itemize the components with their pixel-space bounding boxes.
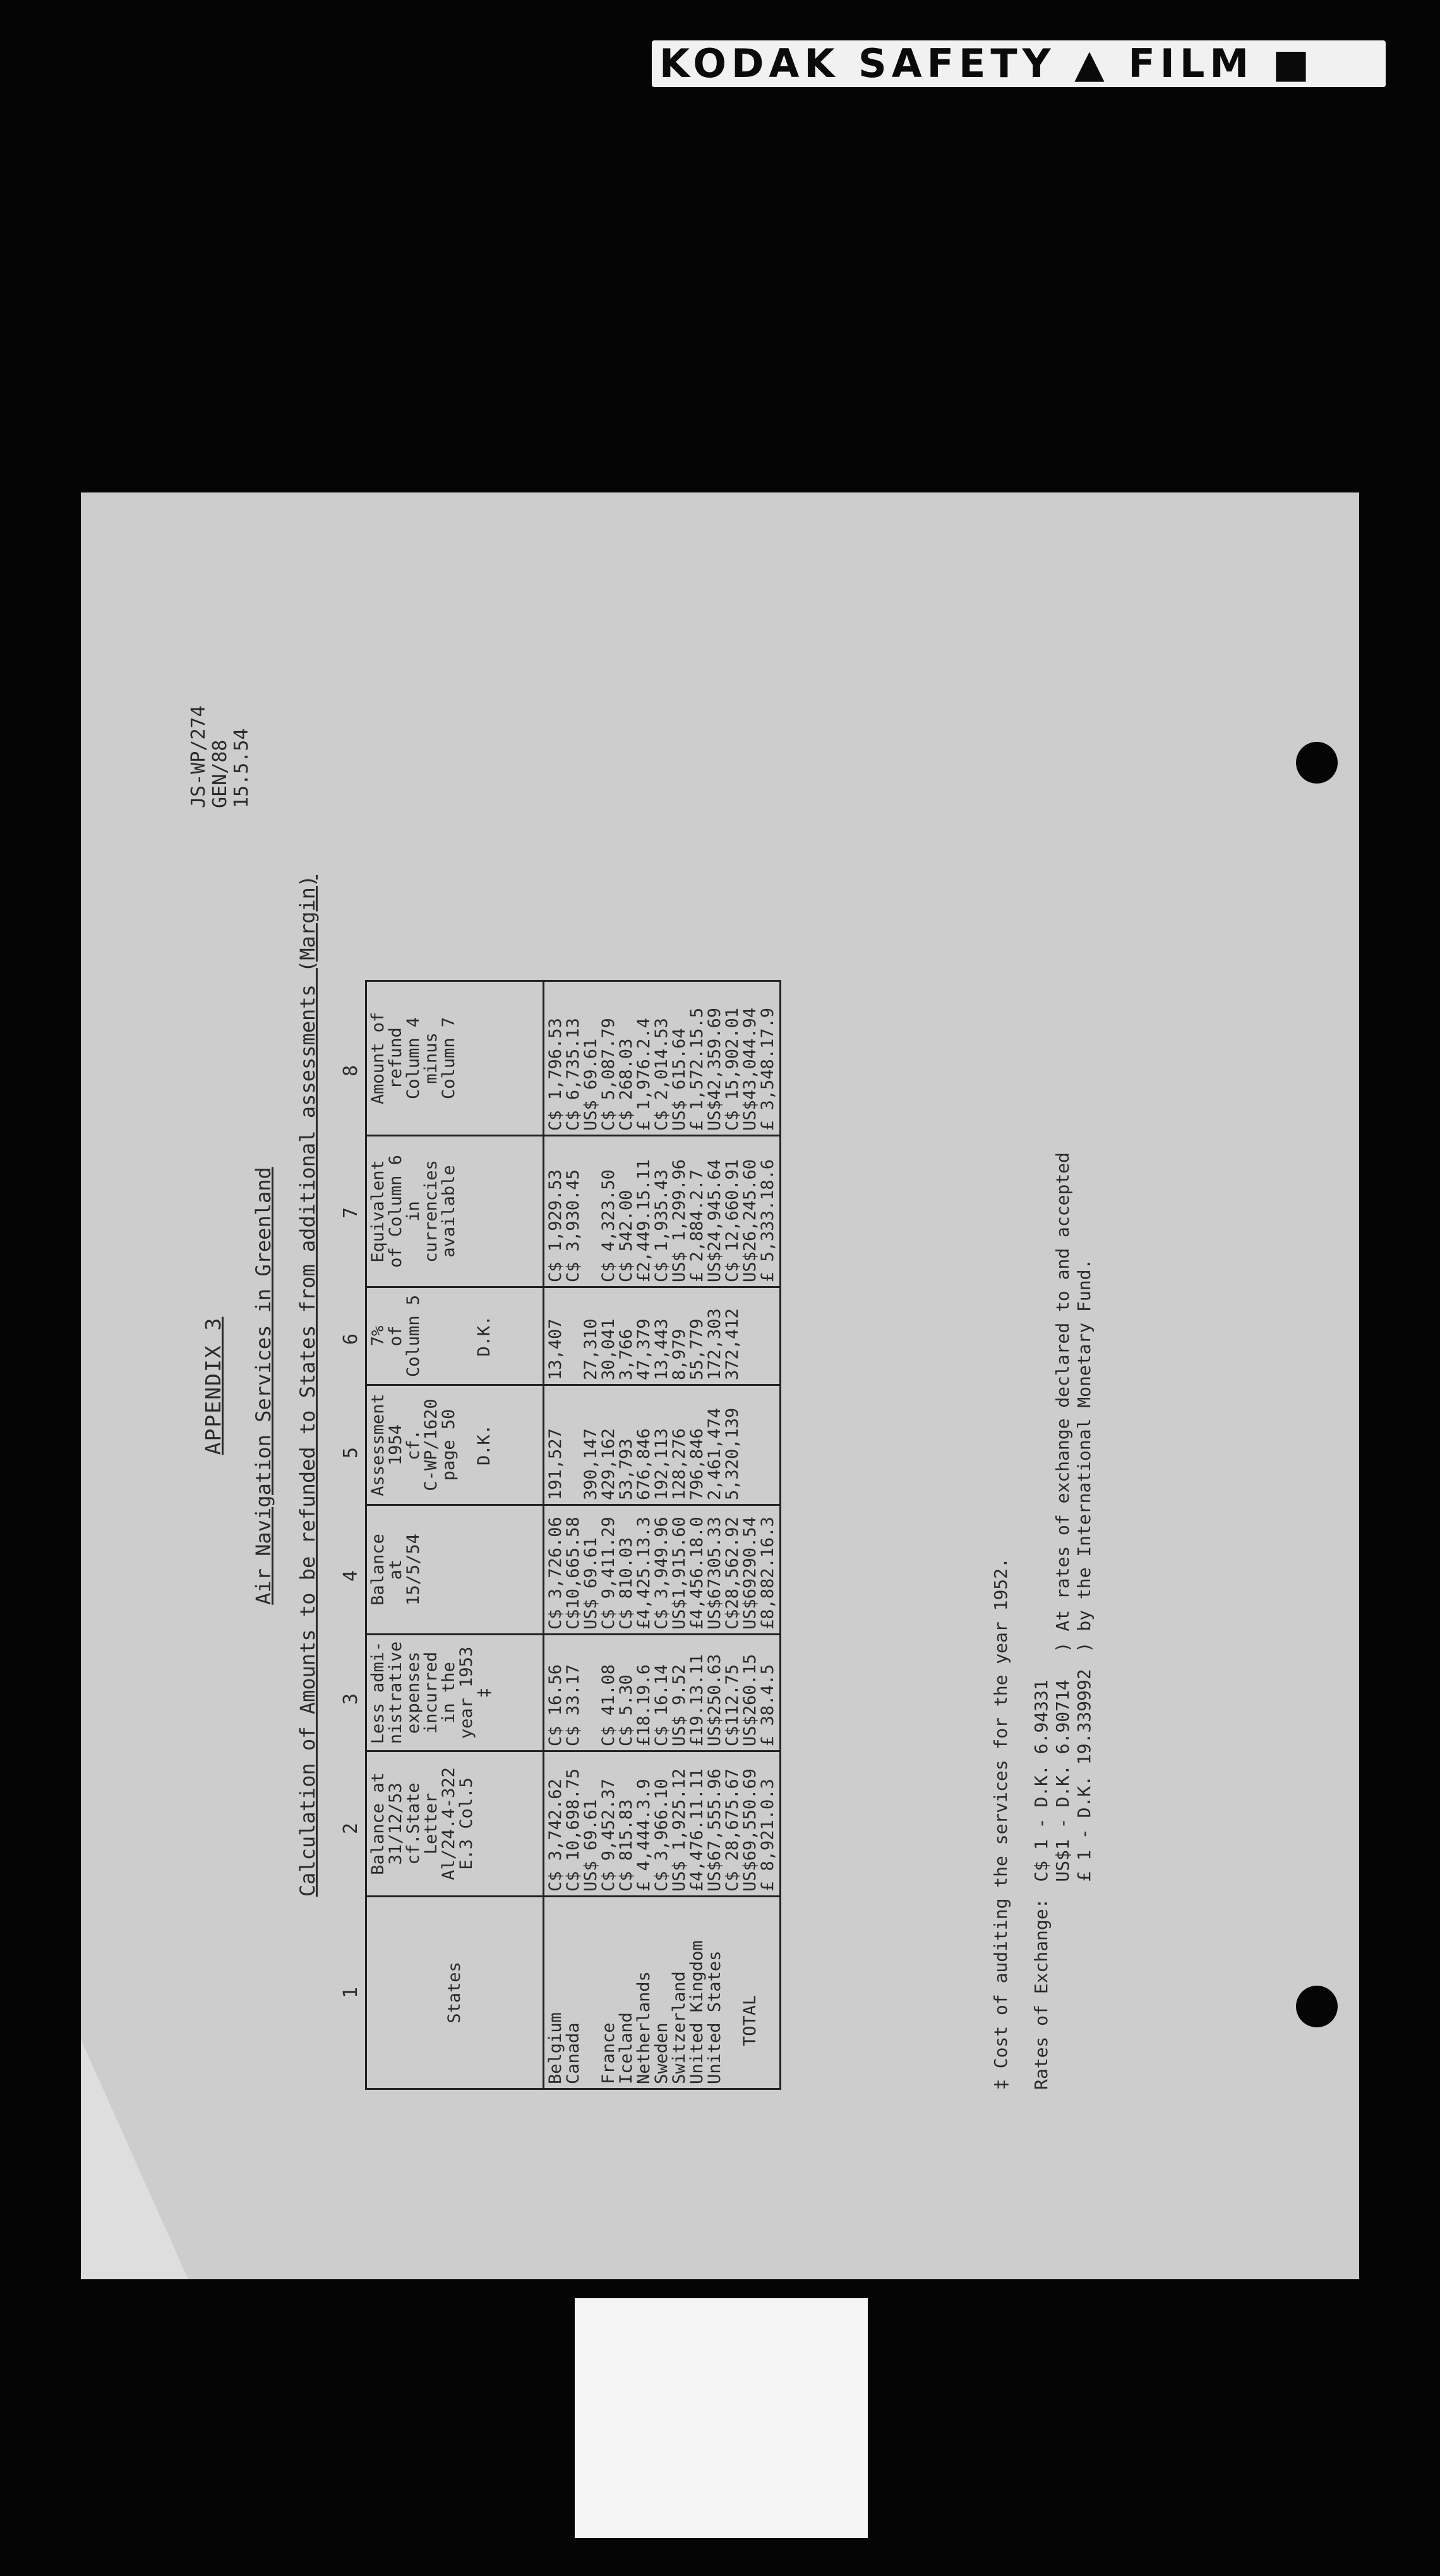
col4-values: [544, 1505, 781, 1635]
table-cell: C$ 5,087.79: [599, 1018, 618, 1131]
table-cell: US$ 1,299.96: [669, 1159, 689, 1282]
table-cell: £2,449.15.11: [634, 1159, 654, 1282]
col2-values: [544, 1751, 781, 1897]
state-name: Netherlands: [634, 1971, 654, 2084]
header-col5: [366, 1385, 544, 1505]
film-edge-label: KODAK SAFETY ▲ FILM ■: [652, 40, 1386, 87]
rotated-content: [81, 492, 1359, 2279]
table-cell: US$42,359.69: [705, 1007, 724, 1131]
table-cell: C$10,665.58: [563, 1517, 583, 1630]
table-cell: 172,303: [705, 1308, 724, 1380]
header-states: States: [366, 1897, 544, 2089]
header-line: 1954: [386, 1424, 405, 1466]
table-cell: C$ 15,902.01: [723, 1007, 742, 1131]
rate-line: US$1 - D.K. 6.90714: [1052, 1679, 1073, 1882]
table-cell: C$ 3,930.45: [563, 1169, 583, 1282]
header-line: cf.: [404, 1429, 423, 1460]
header-line: Letter: [421, 1792, 441, 1855]
table-cell: C$ 268.03: [616, 1038, 636, 1131]
header-line: [458, 1390, 476, 1500]
table-cell: C$ 28,675.67: [723, 1768, 742, 1892]
refund-table: [365, 980, 781, 2090]
table-cell: US$260.15: [740, 1654, 760, 1746]
header-line: [423, 1292, 440, 1380]
table-cell: 191,527: [546, 1428, 565, 1500]
table-cell: 13,443: [652, 1318, 671, 1380]
table-cell: £4,456.18.0: [687, 1517, 707, 1630]
column-number: 8: [340, 1064, 362, 1076]
header-line: at: [386, 1559, 405, 1580]
header-line: year 1953: [457, 1646, 476, 1739]
table-cell: 8,979: [669, 1328, 689, 1380]
header-col4: [366, 1505, 544, 1635]
table-cell: £ 1,572.15.5: [687, 1007, 707, 1131]
table-cell: US$ 69.61: [581, 1799, 601, 1892]
header-line: in: [404, 1201, 423, 1222]
header-line: ‡: [474, 1687, 494, 1698]
reference-line: JS-WP/274: [188, 705, 210, 808]
reference-line: GEN/88: [209, 739, 231, 808]
table-cell: C$ 10,698.75: [563, 1768, 583, 1892]
table-cell: US$67,555.96: [705, 1768, 724, 1892]
table-cell: C$ 810.03: [616, 1537, 636, 1630]
table-cell: US$250.63: [705, 1654, 724, 1746]
table-cell: C$ 4,323.50: [599, 1169, 618, 1282]
column-number: 3: [340, 1693, 362, 1705]
table-cell: C$ 5.30: [616, 1674, 636, 1746]
table-cell: 2,461,474: [705, 1407, 724, 1500]
table-cell: C$ 2,014.53: [652, 1018, 671, 1131]
table-cell: £ 38.4.5: [758, 1664, 777, 1746]
blank-slip: [575, 2298, 868, 2538]
table-cell: 55,779: [687, 1318, 707, 1380]
rate-line: £ 1 - D.K. 19.339992: [1074, 1669, 1095, 1882]
table-cell: £4,476.11.11: [687, 1768, 707, 1892]
table-cell: US$24,945.64: [705, 1159, 724, 1282]
header-line: 15/5/54: [404, 1534, 423, 1606]
table-body-row: [544, 981, 781, 2089]
column-number: 6: [340, 1333, 362, 1345]
page-subtitle: Air Navigation Services in Greenland: [251, 1167, 275, 1605]
table-cell: C$ 3,966.10: [652, 1779, 671, 1892]
table-cell: US$67305.33: [705, 1517, 724, 1630]
column-number: 4: [340, 1570, 362, 1582]
table-header-row: [366, 981, 544, 2089]
table-cell: 27,310: [581, 1318, 601, 1380]
header-line: available: [439, 1165, 459, 1258]
table-cell: US$69,550.69: [740, 1768, 760, 1892]
rate-note-line: ) At rates of exchange declared to and accepted: [1052, 1152, 1073, 1653]
header-col3: [366, 1635, 544, 1751]
header-line: cf.State: [404, 1782, 423, 1865]
table-cell: C$ 33.17: [563, 1664, 583, 1746]
header-line: 7%: [368, 1325, 388, 1347]
rates-list: [1031, 1669, 1095, 1881]
column-number: 5: [340, 1446, 362, 1458]
table-cell: US$69290.54: [740, 1517, 760, 1630]
header-line: page 50: [439, 1409, 459, 1481]
table-cell: 372,412: [723, 1308, 742, 1380]
table-cell: 128,276: [669, 1428, 689, 1500]
header-line: 31/12/53: [386, 1782, 405, 1865]
header-line: Balance: [368, 1534, 388, 1606]
table-cell: £8,882.16.3: [758, 1517, 777, 1630]
table-cell: 13,407: [546, 1318, 565, 1380]
header-line: Equivalent: [368, 1160, 388, 1263]
state-name: [724, 1901, 741, 2084]
table-cell: C$28,562.92: [723, 1517, 742, 1630]
state-name: Belgium: [546, 2012, 565, 2084]
table-cell: US$ 9.52: [669, 1664, 689, 1746]
header-col6: [366, 1287, 544, 1385]
table-cell: 30,041: [599, 1318, 618, 1380]
table-cell: C$ 9,452.37: [599, 1779, 618, 1892]
table-cell: C$ 3,949.96: [652, 1517, 671, 1630]
header-line: [458, 1292, 476, 1380]
column-number: 7: [340, 1207, 362, 1219]
header-line: Column 7: [439, 1017, 459, 1100]
table-cell: 390,147: [581, 1428, 601, 1500]
table-cell: [565, 1292, 582, 1380]
state-name: Sweden: [652, 2022, 671, 2084]
state-name: [582, 1901, 600, 2084]
table-cell: C$ 542.00: [616, 1190, 636, 1282]
header-line: D.K.: [474, 1424, 494, 1466]
table-cell: [582, 1639, 600, 1746]
table-cell: C$ 16.14: [652, 1664, 671, 1746]
column-number: 1: [340, 1986, 362, 1998]
header-line: in the: [439, 1662, 459, 1724]
table-cell: C$ 12,660.91: [723, 1159, 742, 1282]
header-line: expenses: [404, 1651, 423, 1734]
footnotes: [990, 1152, 1095, 2090]
table-cell: C$ 16.56: [546, 1664, 565, 1746]
table-cell: £4,425.13.3: [634, 1517, 654, 1630]
table-cell: 676,846: [634, 1428, 654, 1500]
col5-values: [544, 1385, 781, 1505]
header-line: Column 5: [404, 1294, 423, 1378]
state-name: France: [599, 2022, 618, 2084]
col6-values: [544, 1287, 781, 1385]
table-cell: 796,846: [687, 1428, 707, 1500]
table-cell: £19.13.11: [687, 1654, 707, 1746]
col7-values: [544, 1136, 781, 1287]
header-line: of: [386, 1325, 405, 1347]
header-line: nistrative: [386, 1641, 405, 1744]
header-line: Column 4: [404, 1017, 423, 1100]
table-cell: C$ 1,796.53: [546, 1018, 565, 1131]
table-cell: 192,113: [652, 1428, 671, 1500]
exchange-rates: [1031, 1152, 1095, 2090]
header-line: Amount of: [368, 1011, 388, 1105]
header-line: Al/24.4-322: [439, 1767, 459, 1880]
table-cell: C$ 1,929.53: [546, 1169, 565, 1282]
rates-label: Rates of Exchange:: [1031, 1898, 1052, 2090]
table-cell: 47,379: [634, 1318, 654, 1380]
header-line: of Column 6: [386, 1155, 405, 1268]
footnote: ‡ Cost of auditing the services for the year 1952.: [990, 1558, 1011, 2090]
state-name: Iceland: [616, 2012, 636, 2084]
table-cell: C$ 9,411.29: [599, 1517, 618, 1630]
header-line: [440, 1292, 458, 1380]
header-line: C-WP/1620: [421, 1398, 441, 1491]
table-cell: 5,320,139: [723, 1407, 742, 1500]
page-title: APPENDIX 3: [201, 1316, 225, 1455]
header-line: incurred: [421, 1651, 441, 1734]
table-cell: £ 5,333.18.6: [758, 1159, 777, 1282]
document-page: [81, 492, 1359, 2279]
total-label: TOTAL: [740, 1995, 760, 2046]
header-line: currencies: [421, 1160, 441, 1263]
table-cell: C$ 3,742.62: [546, 1779, 565, 1892]
table-cell: C$112.75: [723, 1664, 742, 1746]
state-name: United States: [705, 1950, 724, 2084]
table-cell: C$ 1,935.43: [652, 1169, 671, 1282]
table-cell: [565, 1390, 582, 1500]
table-cell: £ 8,921.0.3: [758, 1779, 777, 1892]
table-cell: [582, 1140, 600, 1282]
table-cell: US$ 69.61: [581, 1537, 601, 1630]
table-cell: £ 1,976.2.4: [634, 1018, 654, 1131]
table-cell: US$26,245.60: [740, 1159, 760, 1282]
header-col2: [366, 1751, 544, 1897]
state-name: Switzerland: [669, 1971, 689, 2084]
table-cell: US$ 1,925.12: [669, 1768, 689, 1892]
rate-line: C$ 1 - D.K. 6.94331: [1031, 1679, 1052, 1882]
table-cell: C$ 815.83: [616, 1799, 636, 1892]
header-line: minus: [421, 1032, 441, 1084]
table-cell: £18.19.6: [634, 1664, 654, 1746]
header-line: E.3 Col.5: [457, 1777, 476, 1870]
table-cell: C$ 3,726.06: [546, 1517, 565, 1630]
table-cell: £ 2,884.2.7: [687, 1169, 707, 1282]
table-cell: 429,162: [599, 1428, 618, 1500]
state-name: Canada: [563, 2022, 583, 2084]
header-col7: [366, 1136, 544, 1287]
col3-values: [544, 1635, 781, 1751]
header-col8: [366, 981, 544, 1136]
table-cell: 3,766: [616, 1328, 636, 1380]
col8-values: [544, 981, 781, 1136]
column-number: 2: [340, 1822, 362, 1834]
table-cell: US$ 69.61: [581, 1038, 601, 1131]
table-heading: Calculation of Amounts to be refunded to States from additional assessments (Margin): [296, 874, 320, 1897]
states-column: [544, 1897, 781, 2089]
rates-note: [1031, 1152, 1095, 1652]
table-cell: C$ 41.08: [599, 1664, 618, 1746]
header-line: refund: [386, 1027, 405, 1089]
table-cell: £ 4,444.3.9: [634, 1779, 654, 1892]
state-name: United Kingdom: [687, 1940, 707, 2084]
table-cell: US$43,044.94: [740, 1007, 760, 1131]
table-cell: US$1,915.60: [669, 1517, 689, 1630]
table-cell: US$ 615.64: [669, 1028, 689, 1131]
table-cell: C$ 6,735.13: [563, 1018, 583, 1131]
header-line: Less admi-: [368, 1641, 388, 1744]
reference-line: 15.5.54: [231, 728, 253, 808]
header-line: Balance at: [368, 1772, 388, 1875]
table-cell: 53,793: [616, 1438, 636, 1500]
header-line: Assessment: [368, 1393, 388, 1496]
header-line: D.K.: [474, 1315, 494, 1357]
rate-note-line: ) by the International Monetary Fund.: [1074, 1258, 1095, 1653]
table-cell: £ 3,548.17.9: [758, 1007, 777, 1131]
